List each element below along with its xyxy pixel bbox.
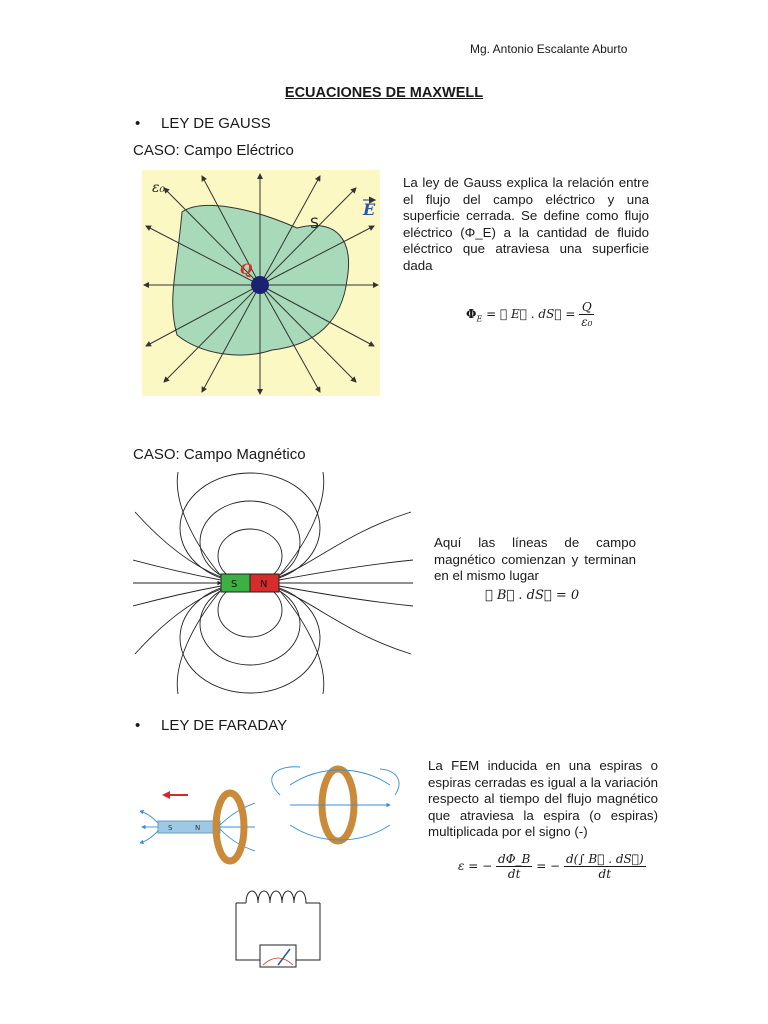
bar-magnet-n: N bbox=[195, 824, 201, 832]
epsilon-label: ε₀ bbox=[152, 180, 166, 196]
charge-label: Q bbox=[240, 262, 253, 278]
section-heading-faraday: LEY DE FARADAY bbox=[161, 717, 288, 734]
bullet-ley-de-gauss bbox=[135, 115, 271, 132]
case-label-electric: CASO: Campo Eléctrico bbox=[133, 142, 294, 159]
bullet-dot: • bbox=[135, 717, 141, 734]
section-heading-gauss: LEY DE GAUSS bbox=[161, 115, 271, 132]
eq-phi: Φ bbox=[466, 307, 477, 321]
galvanometer-circuit bbox=[232, 885, 324, 969]
eq-fraction-1 bbox=[496, 852, 532, 881]
magnet-n-label: N bbox=[260, 579, 268, 590]
magnetic-field-figure bbox=[133, 472, 413, 694]
bullet-ley-de-faraday bbox=[135, 717, 287, 734]
magnetic-paragraph: Aquí las líneas de campo magnético comienzan y terminan en el mismo lugar bbox=[434, 535, 636, 584]
eq-integral: = ∮ E⃗ . dS⃗ = bbox=[486, 307, 576, 321]
faraday-paragraph: La FEM inducida en una espiras o espiras cerradas es igual a la variación respecto al tiempo del flujo magnético que atraviesa la espira (o espiras) multiplicada por el signo (-) bbox=[428, 758, 658, 840]
electric-field-figure bbox=[142, 170, 380, 396]
magnetic-equation: ∮ B⃗ . dS⃗ = 0 bbox=[485, 588, 580, 603]
eq-frac2-num: d(∫ B⃗ . dS⃗) bbox=[565, 852, 644, 866]
page-title: ECUACIONES DE MAXWELL bbox=[284, 85, 484, 101]
bullet-dot: • bbox=[135, 115, 141, 132]
bar-magnet-s: S bbox=[168, 824, 173, 832]
eq-frac1-num: dΦ_B bbox=[498, 852, 531, 866]
eq-fraction bbox=[579, 300, 594, 329]
point-charge bbox=[251, 276, 269, 294]
surface-label: S bbox=[310, 216, 319, 232]
magnet-s-label: S bbox=[231, 579, 238, 590]
eq-frac1-den: dt bbox=[507, 867, 521, 881]
motion-arrow-head bbox=[162, 791, 170, 799]
eq-den: ε₀ bbox=[581, 315, 593, 329]
eq-mid: = − bbox=[536, 859, 561, 873]
eq-fraction-2 bbox=[564, 852, 646, 881]
case-label-magnetic: CASO: Campo Magnético bbox=[133, 446, 306, 463]
eq-phi-sub: E bbox=[476, 314, 483, 324]
gauss-paragraph: La ley de Gauss explica la relación entre el flujo del campo eléctrico y una superficie cerrada. Se define como flujo eléctrico (Φ_E) a la cantidad de fluido eléctrico que atraviesa una superficie dada bbox=[403, 175, 649, 273]
galvanometer bbox=[260, 945, 296, 967]
eq-num: Q bbox=[579, 300, 594, 315]
field-vector-label: E bbox=[363, 200, 376, 219]
eq-frac2-den: dt bbox=[598, 867, 612, 881]
ring-field-lines bbox=[272, 767, 399, 840]
faraday-induction-figure bbox=[140, 765, 405, 875]
gauss-equation bbox=[466, 300, 594, 329]
eq-emf: ε = − bbox=[458, 859, 493, 873]
faraday-equation bbox=[458, 852, 646, 881]
author-header: Mg. Antonio Escalante Aburto bbox=[470, 42, 628, 56]
